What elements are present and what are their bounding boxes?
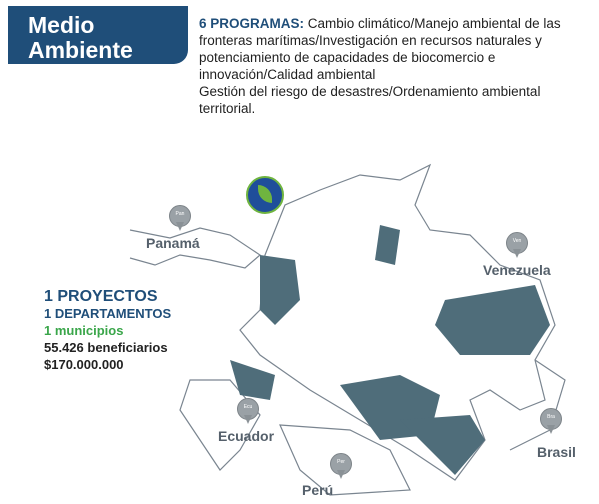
title-line-2: Ambiente bbox=[28, 37, 133, 63]
map-pin-icon: Per bbox=[330, 453, 352, 481]
country-label-panama: Panamá bbox=[146, 235, 200, 251]
leaf-logo-icon bbox=[246, 176, 284, 214]
region-santander bbox=[375, 225, 400, 265]
departments-count: 1 DEPARTAMENTOS bbox=[44, 306, 172, 321]
region-vichada bbox=[435, 285, 550, 355]
map-pin-icon: Pan bbox=[169, 205, 191, 233]
region-amazonas bbox=[400, 415, 485, 475]
title-banner bbox=[8, 6, 188, 64]
programs-text: Cambio climático/Manejo ambiental de las fronteras marítimas/Investigación en recursos naturales y potenciamiento de capacidades de biocomercio e innovación/Calidad ambiental bbox=[199, 16, 561, 82]
beneficiaries-count: 55.426 beneficiarios bbox=[44, 340, 168, 355]
colombia-map bbox=[110, 150, 570, 504]
region-narino bbox=[230, 360, 275, 400]
municipalities-count: 1 municipios bbox=[44, 323, 124, 338]
map-pin-icon: Bra bbox=[540, 408, 562, 436]
country-label-venezuela: Venezuela bbox=[483, 262, 551, 278]
programs-description bbox=[199, 15, 591, 117]
country-label-peru: Perú bbox=[302, 482, 334, 498]
country-label-ecuador: Ecuador bbox=[218, 428, 275, 444]
projects-count: 1 PROYECTOS bbox=[44, 288, 158, 305]
title-line-1: Medio bbox=[28, 12, 95, 38]
programs-label: 6 PROGRAMAS: bbox=[199, 16, 305, 31]
budget-amount: $170.000.000 bbox=[44, 357, 124, 372]
map-pin-icon: Ecu bbox=[237, 398, 259, 426]
programs-text-2: Gestión del riesgo de desastres/Ordenamiento ambiental territorial. bbox=[199, 84, 541, 116]
country-label-brasil: Brasil bbox=[537, 444, 576, 460]
stats-block bbox=[44, 287, 171, 373]
region-choco bbox=[260, 255, 300, 325]
map-pin-icon: Ven bbox=[506, 232, 528, 260]
